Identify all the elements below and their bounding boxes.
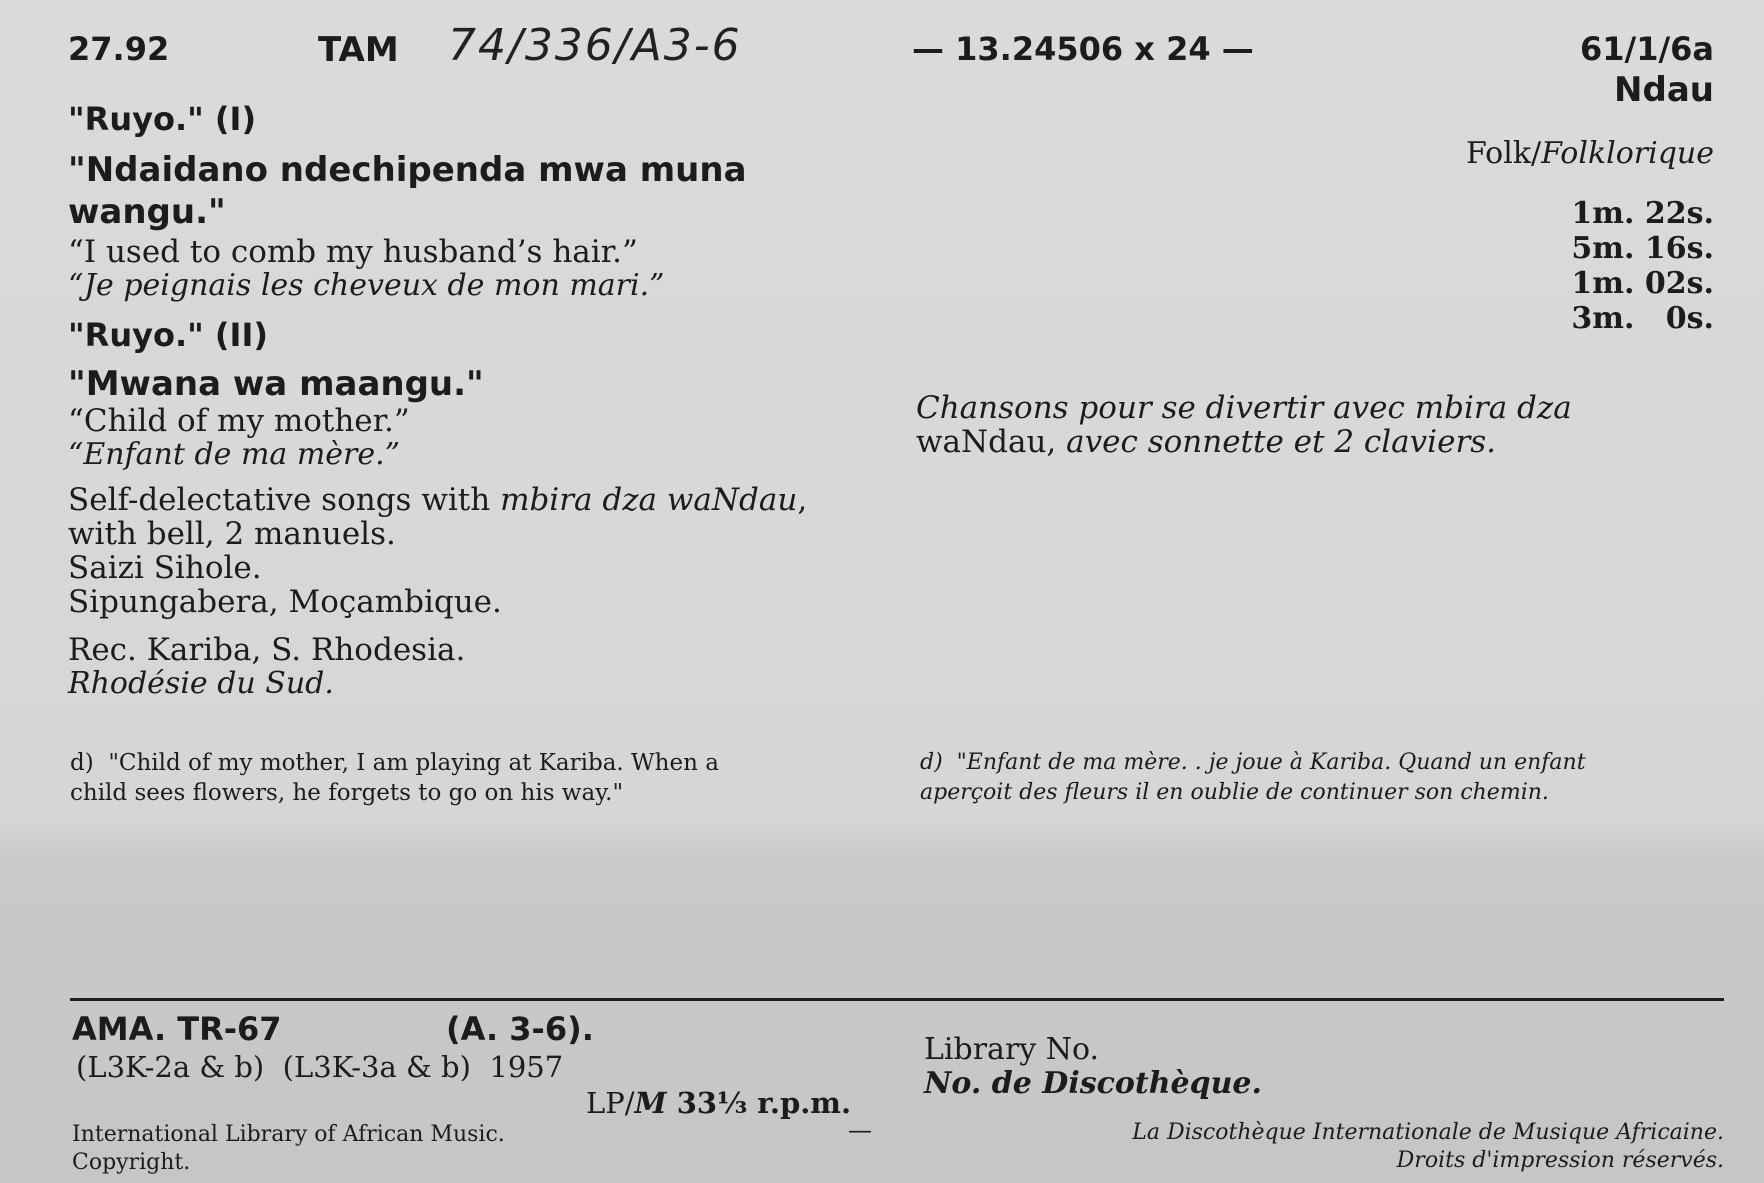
track1-song-title-cont: wangu." xyxy=(68,192,226,232)
performer: Saizi Sihole. xyxy=(68,550,262,586)
rights-fr: Droits d'impression réservés. xyxy=(1396,1148,1724,1173)
ilam-name-fr: La Discothèque Internationale de Musique Africaine. xyxy=(1132,1120,1724,1145)
catalogue-number: — 13.24506 x 24 — xyxy=(912,30,1254,68)
footer-divider xyxy=(70,998,1724,1001)
description-en-line2: with bell, 2 manuels. xyxy=(68,516,396,552)
description-en-instrument: mbira dza waNdau xyxy=(500,482,798,518)
format-m: M xyxy=(634,1086,667,1120)
track1-english: “I used to comb my husband’s hair.” xyxy=(68,234,638,270)
handwritten-reference: 74/336/A3-6 xyxy=(448,20,742,71)
library-number-label: Library No. xyxy=(924,1032,1100,1067)
library-number-label-fr: No. de Discothèque. xyxy=(924,1066,1262,1101)
track1-title: "Ruyo." (I) xyxy=(68,100,257,138)
description-en-comma: , xyxy=(797,482,808,518)
description-fr-wandau: waNdau, xyxy=(916,424,1067,460)
record-format xyxy=(586,1086,851,1120)
duration-3: 1m. 02s. xyxy=(1571,266,1714,301)
description-fr-text: avec sonnette et 2 claviers. xyxy=(1066,424,1497,460)
note-en-line2: child sees flowers, he forgets to go on his way." xyxy=(70,780,624,806)
duration-1: 1m. 22s. xyxy=(1571,196,1714,231)
description-fr-line2 xyxy=(916,424,1496,460)
card-number: 27.92 xyxy=(68,30,170,68)
side-number: (A. 3-6). xyxy=(446,1010,594,1048)
note-fr xyxy=(920,748,1586,808)
format-speed: 33⅓ r.p.m. xyxy=(666,1086,852,1120)
duration-2: 5m. 16s. xyxy=(1571,231,1714,266)
description-fr-line1: Chansons pour se divertir avec mbira dza xyxy=(916,390,1572,426)
footer-dash: — xyxy=(848,1116,872,1144)
track1-french: “Je peignais les cheveux de mon mari.” xyxy=(68,268,665,303)
durations-list xyxy=(1571,196,1714,336)
track2-title: "Ruyo." (II) xyxy=(68,316,268,354)
recording-location: Rec. Kariba, S. Rhodesia. xyxy=(68,632,466,668)
track2-french: “Enfant de ma mère.” xyxy=(68,437,400,472)
note-en-line1: d) "Child of my mother, I am playing at Kariba. When a xyxy=(70,750,719,776)
language-label: Ndau xyxy=(1614,70,1714,110)
note-fr-line2: aperçoit des fleurs il en oublie de continuer son chemin. xyxy=(920,780,1549,805)
genre-label xyxy=(1466,136,1714,171)
copyright: Copyright. xyxy=(72,1150,191,1175)
format-lp: LP/ xyxy=(586,1086,635,1120)
track2-song-title: "Mwana wa maangu." xyxy=(68,364,484,404)
note-en xyxy=(70,748,719,808)
description-en-text: Self-delectative songs with xyxy=(68,482,501,518)
track1-song-title: "Ndaidano ndechipenda mwa muna xyxy=(68,150,747,190)
matrix-numbers: (L3K-2a & b) (L3K-3a & b) 1957 xyxy=(76,1050,564,1084)
place: Sipungabera, Moçambique. xyxy=(68,584,502,620)
recording-location-fr: Rhodésie du Sud. xyxy=(68,666,334,701)
ama-number: AMA. TR-67 xyxy=(72,1010,282,1048)
description-en-line1 xyxy=(68,482,807,518)
genre-folk: Folk/ xyxy=(1465,136,1542,171)
ilam-name: International Library of African Music. xyxy=(72,1122,505,1147)
card-code: 61/1/6a xyxy=(1579,30,1714,68)
note-fr-line1: d) "Enfant de ma mère. . je joue à Kariba. Quand un enfant xyxy=(920,750,1586,775)
tam-label: TAM xyxy=(318,30,399,70)
genre-folklorique: Folklorique xyxy=(1541,136,1714,171)
duration-4: 3m. 0s. xyxy=(1571,301,1714,336)
track2-english: “Child of my mother.” xyxy=(68,403,410,439)
